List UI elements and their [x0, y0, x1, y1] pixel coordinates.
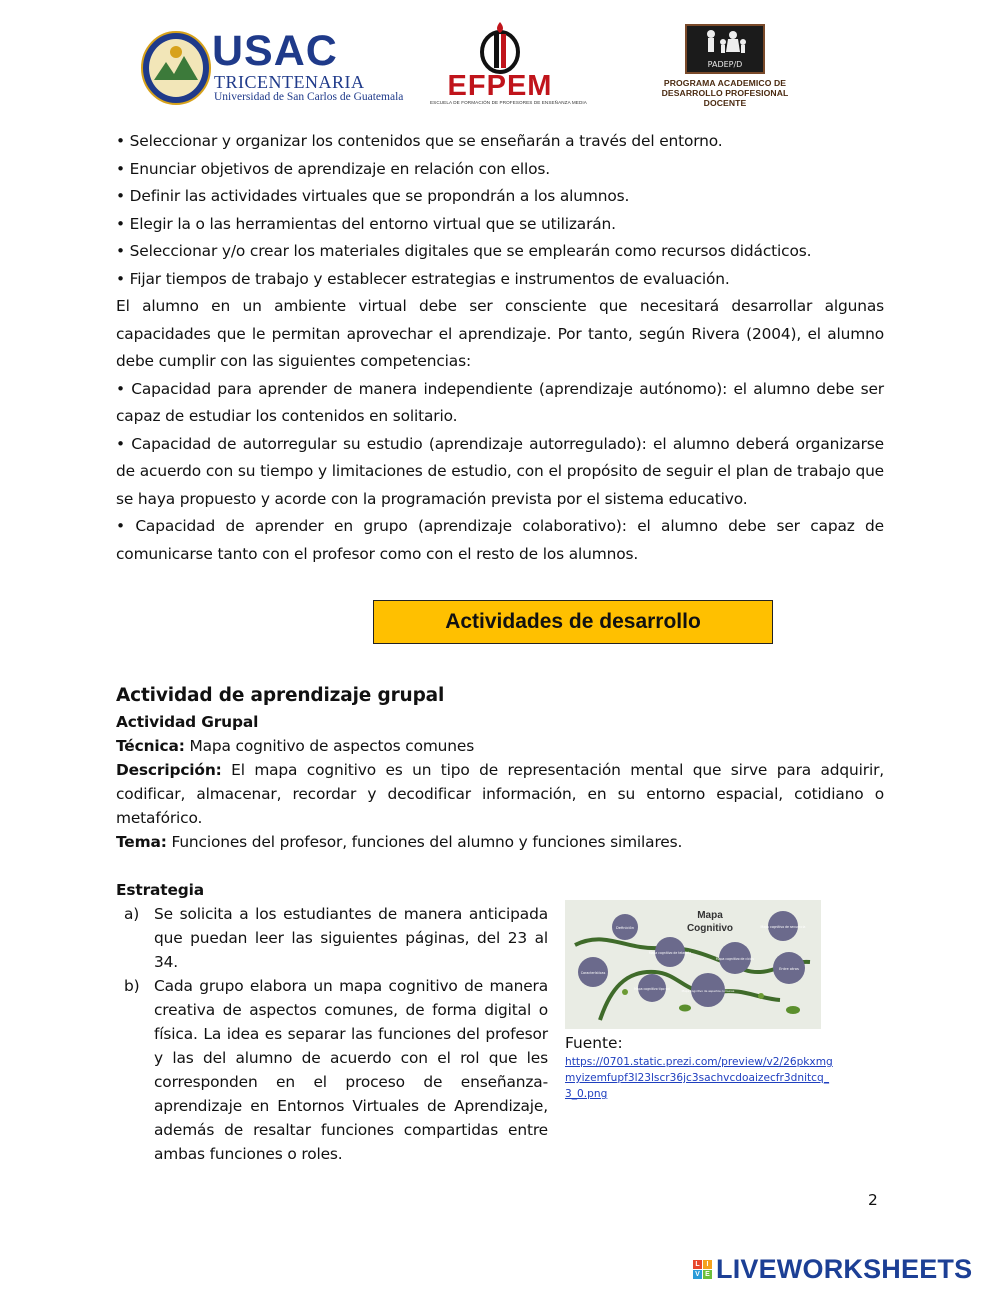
- competency-item: • Capacidad de aprender en grupo (aprendizaje colaborativo): el alumno debe ser capaz de comunicarse tanto con el profesor como con el resto de los alumnos.: [116, 517, 884, 563]
- intro-section: [116, 128, 884, 568]
- figure-source: [565, 1032, 835, 1102]
- usac-seal-icon: [140, 30, 212, 106]
- descripcion-label: Descripción:: [116, 761, 222, 779]
- section-title-box: Actividades de desarrollo: [373, 600, 773, 644]
- liveworksheets-brand: [693, 1254, 972, 1284]
- cube-letter: I: [703, 1260, 712, 1269]
- activity-heading: Actividad de aprendizaje grupal: [116, 685, 445, 706]
- source-label: Fuente:: [565, 1034, 623, 1052]
- tecnica-line: [116, 734, 884, 758]
- descripcion-line: [116, 758, 884, 830]
- activity-section: [116, 682, 884, 854]
- usac-logo: [140, 27, 404, 110]
- competency-item: • Capacidad para aprender de manera independiente (aprendizaje autónomo): el alumno debe ser capaz de estudiar los contenidos en solitario.: [116, 379, 884, 425]
- bullet-item: • Enunciar objetivos de aprendizaje en relación con ellos.: [116, 159, 551, 178]
- map-node: Mapa cognitivo tipo sol: [634, 987, 670, 991]
- strategy-text: Se solicita a los estudiantes de manera anticipada que puedan leer las siguientes páginas, del 23 al 34.: [154, 905, 548, 971]
- efpem-subtitle: ESCUELA DE FORMACIÓN DE PROFESORES DE ENSEÑANZA MEDIA: [430, 100, 587, 105]
- cube-letter: E: [703, 1270, 712, 1279]
- tema-label: Tema:: [116, 833, 167, 851]
- strategy-list: [116, 902, 548, 1166]
- efpem-emblem-icon: [476, 22, 524, 74]
- source-link[interactable]: https://0701.static.prezi.com/preview/v2/26pkxmgmyizemfupf3l23lscr36jc3sachvcdoaizecfr3dnitcq_3_0.png: [565, 1056, 833, 1100]
- usac-university: Universidad de San Carlos de Guatemala: [214, 91, 404, 103]
- cube-letter: L: [693, 1260, 702, 1269]
- map-node: Entre otros: [779, 967, 799, 971]
- map-title-2: Cognitivo: [686, 923, 734, 934]
- strategy-section: [116, 878, 548, 1166]
- usac-title: USAC: [212, 27, 338, 75]
- tecnica-value: Mapa cognitivo de aspectos comunes: [184, 737, 475, 755]
- strategy-text: Cada grupo elabora un mapa cognitivo de manera creativa de aspectos comunes, de forma digital o física. La idea es separar las funciones del profesor y las del alumno de acuerdo con el rol que les corresponden en el proceso de enseñanza-aprendizaje en Entornos Virtuales de Aprendizaje, además de resaltar funciones compartidas entre ambas funciones o roles.: [154, 977, 548, 1163]
- bullet-item: • Elegir la o las herramientas del entorno virtual que se utilizarán.: [116, 214, 616, 233]
- tecnica-label: Técnica:: [116, 737, 185, 755]
- strategy-item: [116, 902, 548, 974]
- cognitive-map-image: [565, 900, 821, 1029]
- liveworksheets-wordmark: LIVEWORKSHEETS: [716, 1253, 973, 1284]
- family-icon: [687, 26, 763, 60]
- tema-value: Funciones del profesor, funciones del alumno y funciones similares.: [166, 833, 683, 851]
- padep-logo: [660, 24, 790, 110]
- cube-letter: V: [693, 1270, 702, 1279]
- competency-item: • Capacidad de autorregular su estudio (aprendizaje autorregulado): el alumno deberá organizarse de acuerdo con su tiempo y limitaciones de estudio, con el propósito de seguir el plan de trabajo que se haya propuesto y acorde con la programación prevista por el sistema educativo.: [116, 434, 884, 508]
- strategy-marker: b): [124, 977, 140, 995]
- strategy-marker: a): [124, 905, 140, 923]
- liveworksheets-cube-icon: [693, 1260, 712, 1279]
- intro-paragraph: El alumno en un ambiente virtual debe ser consciente que necesitará desarrollar algunas capacidades que le permitan aprovechar el aprendizaje. Por tanto, según Rivera (2004), el alumno debe cumplir con las siguientes competencias:: [116, 297, 884, 370]
- map-node: Mapa cognitivo de secuencia: [760, 925, 806, 929]
- bullet-item: • Fijar tiempos de trabajo y establecer estrategias e instrumentos de evaluación.: [116, 269, 730, 288]
- map-node: Definición: [616, 926, 634, 930]
- map-title-1: Mapa: [697, 910, 723, 921]
- map-node: Mapa cognitivo de aspectos comunes: [681, 989, 735, 993]
- map-node: Características: [580, 971, 606, 975]
- map-node: Mapa cognitivo de ciclos: [715, 957, 755, 961]
- efpem-logo: [430, 22, 587, 110]
- activity-subheading: Actividad Grupal: [116, 713, 259, 731]
- padep-caption-1: PROGRAMA ACADEMICO DE: [663, 78, 787, 88]
- strategy-item: [116, 974, 548, 1166]
- usac-subtitle: TRICENTENARIA: [214, 72, 365, 92]
- cognitive-map-drawing: [565, 900, 821, 1029]
- bullet-item: • Seleccionar y organizar los contenidos que se enseñarán a través del entorno.: [116, 132, 723, 150]
- padep-board-label: PADEP/D: [707, 60, 743, 69]
- descripcion-value: El mapa cognitivo es un tipo de representación mental que sirve para adquirir, codificar, almacenar, recordar y decodificar información, en su entorno espacial, cotidiano o metafórico.: [116, 761, 884, 827]
- padep-caption-2: DESARROLLO PROFESIONAL DOCENTE: [661, 88, 789, 108]
- tema-line: [116, 830, 884, 854]
- strategy-title: Estrategia: [116, 881, 204, 899]
- bullet-item: • Definir las actividades virtuales que se propondrán a los alumnos.: [116, 187, 630, 205]
- map-node: Mapa cognitivo de telaraña: [648, 951, 692, 955]
- padep-board: [685, 24, 765, 74]
- bullet-item: • Seleccionar y/o crear los materiales digitales que se emplearán como recursos didácticos.: [116, 242, 812, 260]
- page-number: 2: [868, 1191, 878, 1209]
- efpem-title: EFPEM: [447, 70, 553, 102]
